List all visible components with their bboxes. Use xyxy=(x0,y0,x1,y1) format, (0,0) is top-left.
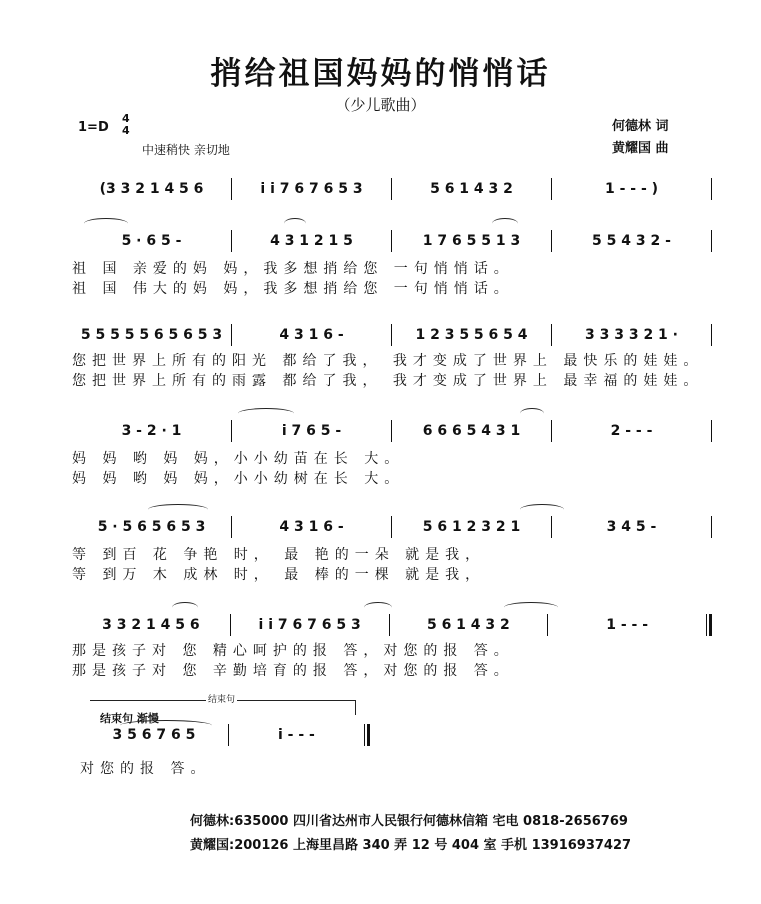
measure: i 7 6 5 - xyxy=(281,423,342,439)
lyric-text: 您把世界上所有的阳光 都给了我， 我才变成了世界上 最快乐的娃娃。 xyxy=(72,353,704,369)
lyric-text: 那是孩子对 您 辛勤培育的报 答，对您的报 答。 xyxy=(72,663,514,679)
barline xyxy=(711,516,712,538)
measure: 3 5 6 7 6 5 xyxy=(112,727,196,743)
lyric-text: 等 到百 花 争艳 时， 最 艳的一朵 就是我， xyxy=(72,547,486,563)
barline xyxy=(711,420,712,442)
measure: i i 7 6 7 6 5 3 xyxy=(260,181,363,197)
measure: 5 6 1 2 3 2 1 xyxy=(422,519,521,535)
slur-mark xyxy=(148,504,208,515)
key-signature: 1=D xyxy=(78,120,109,135)
lyric-text: 妈 妈 哟 妈 妈，小小幼树在长 大。 xyxy=(72,471,405,487)
time-signature-bottom: 4 xyxy=(122,124,130,137)
lyric-verse-2 xyxy=(72,660,712,680)
measure: i - - - xyxy=(278,727,315,743)
time-signature xyxy=(122,113,130,137)
slur-mark xyxy=(504,602,558,613)
slur-mark xyxy=(84,218,128,229)
measure: 4 3 1 6 - xyxy=(279,327,344,343)
measure: 5 5 4 3 2 - xyxy=(592,233,671,249)
measure: 3 3 3 3 2 1 · xyxy=(584,327,678,343)
barline xyxy=(711,324,712,346)
slur-mark xyxy=(492,218,518,229)
repeat-barline xyxy=(706,614,712,636)
measure: 5 · 6 5 - xyxy=(121,233,182,249)
measure: 5 6 1 4 3 2 xyxy=(426,617,510,633)
notes-row xyxy=(72,516,712,538)
measure: 1 - - - xyxy=(606,617,649,633)
lyric-text: 那是孩子对 您 精心呵护的报 答，对您的报 答。 xyxy=(72,643,514,659)
lyric-text: 对您的报 答。 xyxy=(80,761,211,777)
lyric-verse-1 xyxy=(72,350,712,370)
lyric-text: 祖 国 亲爱的妈 妈，我多想捎给您 一句悄悄话。 xyxy=(72,261,514,277)
measure: 3 - 2 · 1 xyxy=(121,423,182,439)
slur-mark xyxy=(520,408,544,419)
measure: 5 6 1 4 3 2 xyxy=(430,181,513,197)
measure: 6 6 6 5 4 3 1 xyxy=(422,423,521,439)
lyric-verse-1 xyxy=(72,640,712,660)
lyric-text: 妈 妈 哟 妈 妈，小小幼苗在长 大。 xyxy=(72,451,405,467)
notes-row xyxy=(80,724,370,746)
song-subtitle: （少儿歌曲） xyxy=(335,96,426,114)
tempo-marking: 中速稍快 亲切地 xyxy=(142,143,230,157)
lyric-verse-2 xyxy=(72,564,712,584)
lyricist-credit: 何德林 词 xyxy=(612,119,669,134)
lyric-verse-1 xyxy=(80,758,270,778)
measure: 5 · 5 6 5 6 5 3 xyxy=(97,519,206,535)
lyric-verse-2 xyxy=(72,468,712,488)
lyric-verse-1 xyxy=(72,258,712,278)
ending-instruction: 结束句 渐慢 xyxy=(100,712,159,725)
barline xyxy=(711,178,712,200)
lyric-text: 祖 国 伟大的妈 妈，我多想捎给您 一句悄悄话。 xyxy=(72,281,514,297)
barline xyxy=(711,230,712,252)
lyric-verse-1 xyxy=(72,448,712,468)
slur-mark xyxy=(172,602,198,613)
measure: 4 3 1 2 1 5 xyxy=(270,233,353,249)
notes-row xyxy=(72,324,712,346)
notes-row xyxy=(72,614,712,636)
slur-mark xyxy=(520,504,564,515)
measure: 5 5 5 5 5 6 5 6 5 3 xyxy=(80,327,223,343)
song-title: 捎给祖国妈妈的悄悄话 xyxy=(210,56,551,92)
notes-row xyxy=(72,230,712,252)
slur-mark xyxy=(284,218,306,229)
lyric-verse-2 xyxy=(72,370,712,390)
ending-bracket-label: 结束句 xyxy=(206,692,237,705)
time-signature-top: 4 xyxy=(122,112,130,125)
notes-row xyxy=(72,178,712,200)
lyric-text: 您把世界上所有的雨露 都给了我， 我才变成了世界上 最幸福的娃娃。 xyxy=(72,373,704,389)
final-barline xyxy=(364,724,370,746)
slur-mark xyxy=(238,408,294,419)
contact-lyricist: 何德林:635000 四川省达州市人民银行何德林信箱 宅电 0818-2656769 xyxy=(190,814,628,829)
lyric-text: 等 到万 木 成林 时， 最 棒的一棵 就是我， xyxy=(72,567,486,583)
measure: 3 3 2 1 4 5 6 xyxy=(102,617,200,633)
lyric-verse-1 xyxy=(72,544,712,564)
lyric-verse-2 xyxy=(72,278,712,298)
slur-mark xyxy=(364,602,392,613)
measure: 1 2 3 5 5 6 5 4 xyxy=(415,327,528,343)
contact-composer: 黄耀国:200126 上海里昌路 340 弄 12 号 404 室 手机 13916937427 xyxy=(190,838,632,853)
measure: 1 7 6 5 5 1 3 xyxy=(422,233,521,249)
measure: (3 3 2 1 4 5 6 xyxy=(99,181,204,197)
measure: i i 7 6 7 6 5 3 xyxy=(258,617,361,633)
measure: 2 - - - xyxy=(610,423,653,439)
measure: 1 - - - ) xyxy=(604,181,659,197)
composer-credit: 黄耀国 曲 xyxy=(612,141,669,156)
measure: 3 4 5 - xyxy=(606,519,657,535)
notes-row xyxy=(72,420,712,442)
measure: 4 3 1 6 - xyxy=(279,519,344,535)
